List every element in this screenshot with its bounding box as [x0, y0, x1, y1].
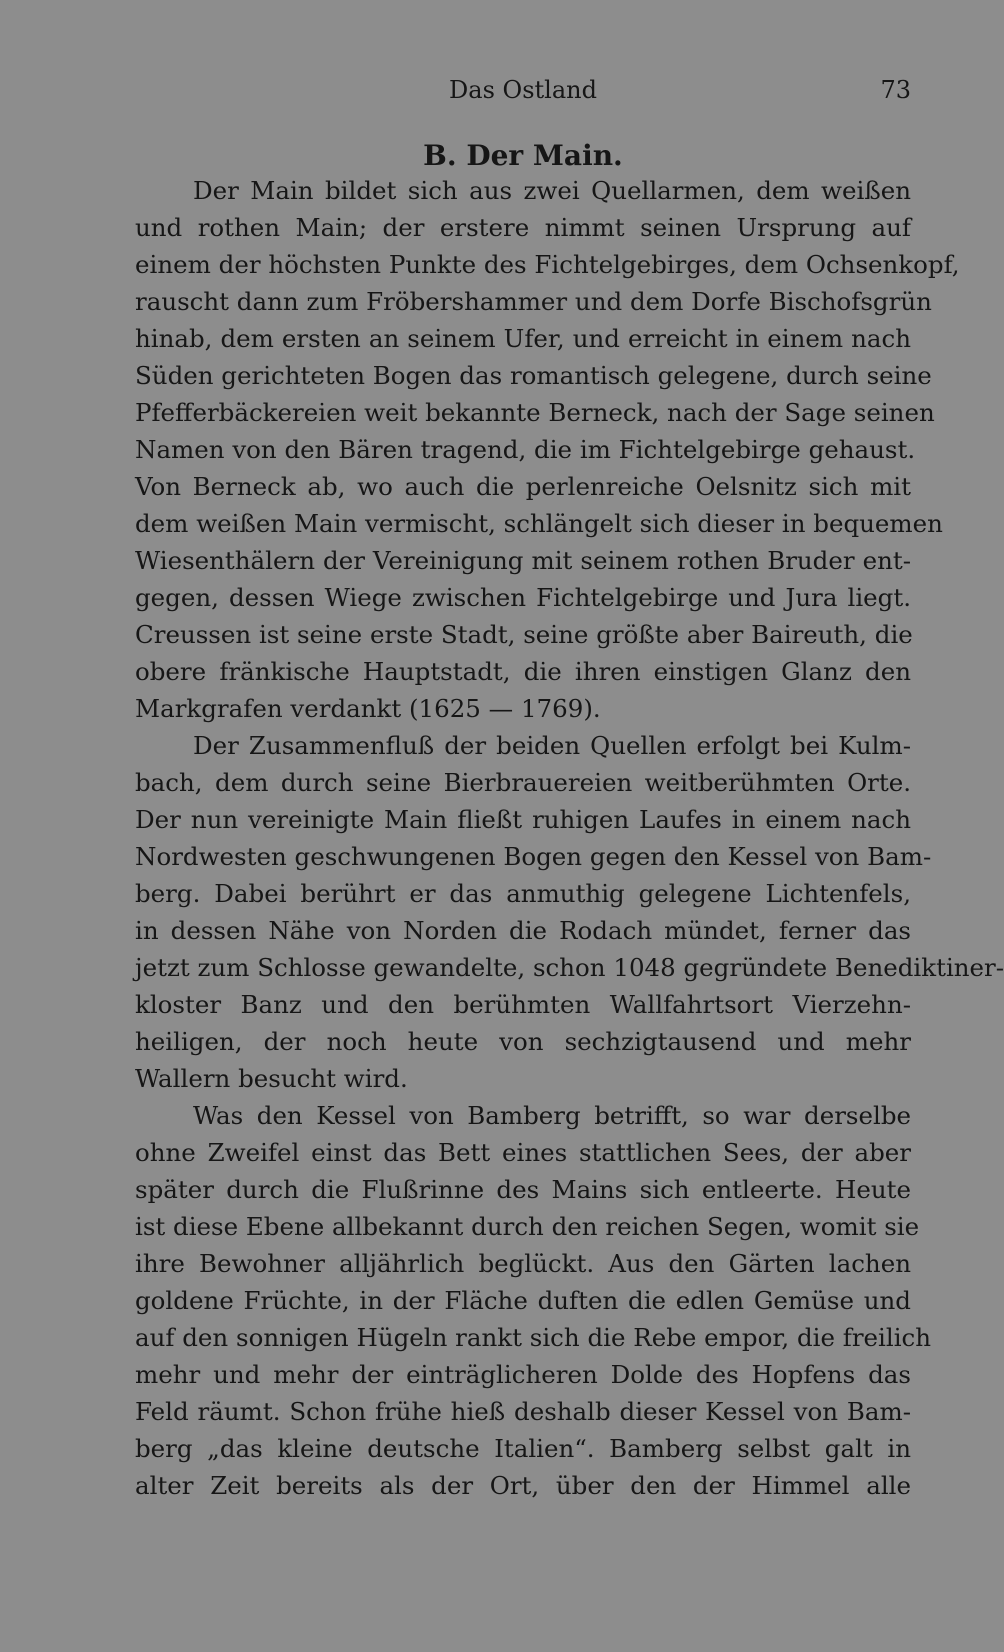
text-line: heiligen, der noch heute von sechzigtausend und mehr [135, 1027, 911, 1056]
text-line: hinab, dem ersten an seinem Ufer, und erreicht in einem nach [135, 324, 911, 353]
text-line: einem der höchsten Punkte des Fichtelgebirges, dem Ochsenkopf, [135, 250, 960, 279]
text-line: Von Berneck ab, wo auch die perlenreiche Oelsnitz sich mit [135, 472, 911, 501]
text-line: Der nun vereinigte Main fließt ruhigen Laufes in einem nach [135, 805, 911, 834]
text-line: Markgrafen verdankt (1625 — 1769). [135, 694, 601, 723]
running-head [135, 70, 911, 110]
text-line: Der Main bildet sich aus zwei Quellarmen, dem weißen [193, 176, 911, 205]
text-line: ihre Bewohner alljährlich beglückt. Aus den Gärten lachen [135, 1249, 911, 1278]
text-line: alter Zeit bereits als der Ort, über den der Himmel alle [135, 1471, 911, 1500]
text-line: Feld räumt. Schon frühe hieß deshalb dieser Kessel von Bam- [135, 1397, 911, 1426]
text-line: Süden gerichteten Bogen das romantisch gelegene, durch seine [135, 361, 932, 390]
text-line: bach, dem durch seine Bierbrauereien weitberühmten Orte. [135, 768, 911, 797]
running-title: Das Ostland [449, 76, 597, 104]
text-line: Der Zusammenfluß der beiden Quellen erfolgt bei Kulm- [193, 731, 911, 760]
text-line: Namen von den Bären tragend, die im Fichtelgebirge gehaust. [135, 435, 916, 464]
text-line: kloster Banz und den berühmten Wallfahrtsort Vierzehn- [135, 990, 911, 1019]
text-line: rauscht dann zum Fröbershammer und dem Dorfe Bischofsgrün [135, 287, 932, 316]
text-line: Creussen ist seine erste Stadt, seine größte aber Baireuth, die [135, 620, 913, 649]
section-heading: B. Der Main. [423, 139, 623, 172]
text-line: in dessen Nähe von Norden die Rodach mündet, ferner das [135, 916, 911, 945]
text-line: Wallern besucht wird. [135, 1064, 408, 1093]
text-line: Pfefferbäckereien weit bekannte Berneck, nach der Sage seinen [135, 398, 935, 427]
text-line: goldene Früchte, in der Fläche duften die edlen Gemüse und [135, 1286, 911, 1315]
text-line: Wiesenthälern der Vereinigung mit seinem rothen Bruder ent- [135, 546, 911, 575]
text-line: berg. Dabei berührt er das anmuthig gelegene Lichtenfels, [135, 879, 911, 908]
text-line: berg „das kleine deutsche Italien“. Bamberg selbst galt in [135, 1434, 911, 1463]
text-line: Was den Kessel von Bamberg betrifft, so war derselbe [193, 1101, 911, 1130]
text-line: dem weißen Main vermischt, schlängelt sich dieser in bequemen [135, 509, 943, 538]
text-line: jetzt zum Schlosse gewandelte, schon 1048 gegründete Benediktiner- [135, 953, 1004, 982]
text-line: später durch die Flußrinne des Mains sich entleerte. Heute [135, 1175, 911, 1204]
body-text [135, 172, 1004, 1504]
text-line: gegen, dessen Wiege zwischen Fichtelgebirge und Jura liegt. [135, 583, 911, 612]
text-line: ohne Zweifel einst das Bett eines stattlichen Sees, der aber [135, 1138, 911, 1167]
text-line: auf den sonnigen Hügeln rankt sich die Rebe empor, die freilich [135, 1323, 932, 1352]
text-line: und rothen Main; der erstere nimmt seinen Ursprung auf [135, 213, 911, 242]
text-line: Nordwesten geschwungenen Bogen gegen den Kessel von Bam- [135, 842, 932, 871]
text-line: obere fränkische Hauptstadt, die ihren einstigen Glanz den [135, 657, 911, 686]
text-line: mehr und mehr der einträglicheren Dolde des Hopfens das [135, 1360, 911, 1389]
page-number: 73 [880, 76, 911, 104]
text-line: ist diese Ebene allbekannt durch den reichen Segen, womit sie [135, 1212, 920, 1241]
